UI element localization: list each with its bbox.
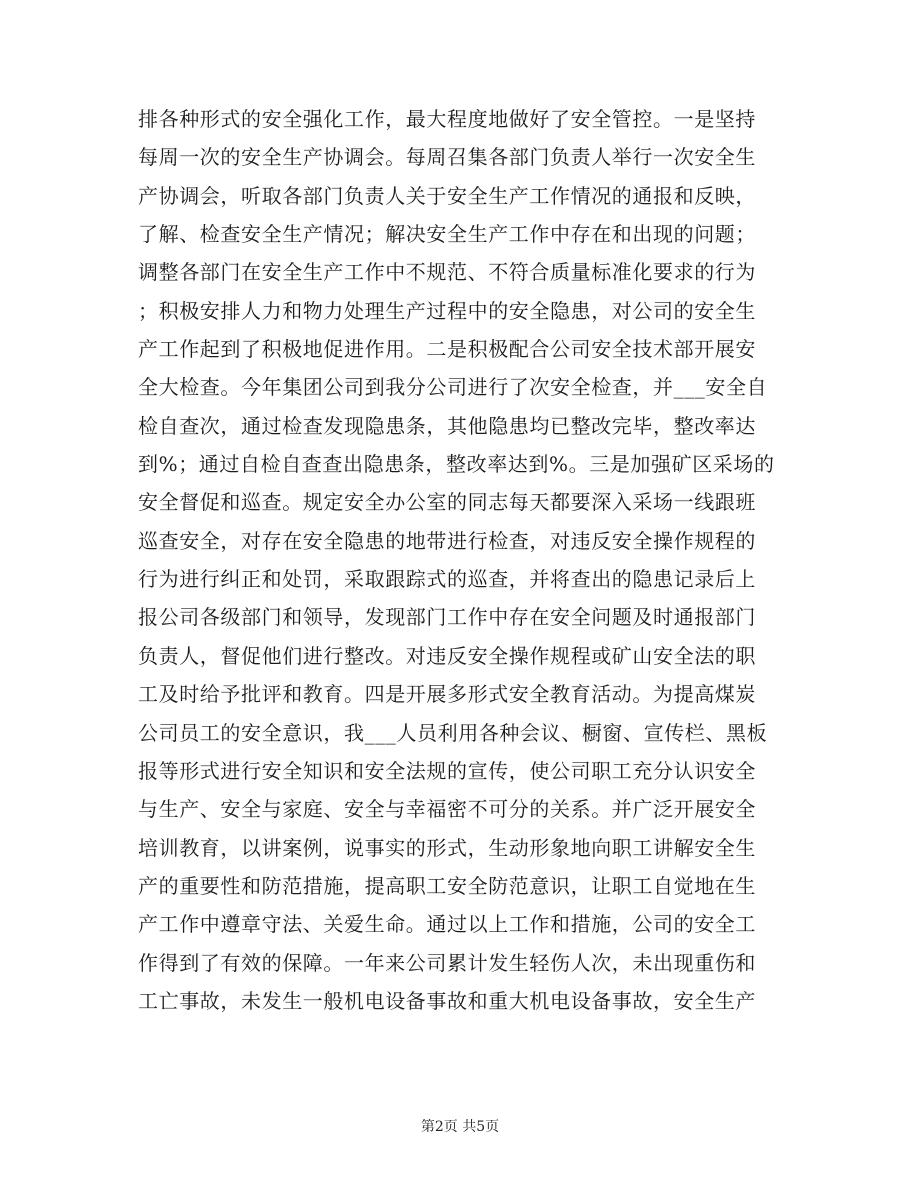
text-line: 公司员工的安全意识，我___人员利用各种会议、橱窗、宣传栏、黑板 xyxy=(138,720,768,745)
text-line: 调整各部门在安全生产工作中不规范、不符合质量标准化要求的行为 xyxy=(138,260,756,285)
text-line: 到%；通过自检自查查出隐患条，整改率达到%。三是加强矿区采场的 xyxy=(138,452,775,477)
text-line: 报等形式进行安全知识和安全法规的宣传，使公司职工充分认识安全 xyxy=(138,758,756,783)
text-line: 报公司各级部门和领导，发现部门工作中存在安全问题及时通报部门 xyxy=(138,605,756,630)
text-line: 巡查安全，对存在安全隐患的地带进行检查，对违反安全操作规程的 xyxy=(138,528,756,553)
text-line: 产工作中遵章守法、关爱生命。通过以上工作和措施，公司的安全工 xyxy=(138,912,756,937)
text-line: 作得到了有效的保障。一年来公司累计发生轻伤人次，未出现重伤和 xyxy=(138,950,756,975)
text-line: 工亡事故，未发生一般机电设备事故和重大机电设备事故，安全生产 xyxy=(138,988,756,1013)
body-paragraph xyxy=(138,100,778,1020)
text-line: 每周一次的安全生产协调会。每周召集各部门负责人举行一次安全生 xyxy=(138,145,756,170)
text-line: ；积极安排人力和物力处理生产过程中的安全隐患，对公司的安全生 xyxy=(138,298,756,323)
text-line: 产协调会，听取各部门负责人关于安全生产工作情况的通报和反映， xyxy=(138,183,756,208)
text-line: 排各种形式的安全强化工作，最大程度地做好了安全管控。一是坚持 xyxy=(138,107,756,131)
text-line: 产的重要性和防范措施，提高职工安全防范意识，让职工自觉地在生 xyxy=(138,873,756,898)
text-line: 负责人，督促他们进行整改。对违反安全操作规程或矿山安全法的职 xyxy=(138,643,756,668)
text-line: 了解、检查安全生产情况；解决安全生产工作中存在和出现的问题； xyxy=(138,222,756,247)
text-line: 与生产、安全与家庭、安全与幸福密不可分的关系。并广泛开展安全 xyxy=(138,797,756,822)
text-line: 培训教育，以讲案例，说事实的形式，生动形象地向职工讲解安全生 xyxy=(138,835,756,860)
text-line: 行为进行纠正和处罚，采取跟踪式的巡查，并将查出的隐患记录后上 xyxy=(138,567,756,592)
text-line: 产工作起到了积极地促进作用。二是积极配合公司安全技术部开展安 xyxy=(138,337,756,362)
page-number-footer: 第2页 共5页 xyxy=(420,1119,500,1135)
text-line: 检自查次，通过检查发现隐患条，其他隐患均已整改完毕，整改率达 xyxy=(138,413,756,438)
text-line: 工及时给予批评和教育。四是开展多形式安全教育活动。为提高煤炭 xyxy=(138,682,756,707)
text-line: 安全督促和巡查。规定安全办公室的同志每天都要深入采场一线跟班 xyxy=(138,490,756,515)
text-line: 全大检查。今年集团公司到我分公司进行了次安全检查，并___安全自 xyxy=(138,375,768,400)
